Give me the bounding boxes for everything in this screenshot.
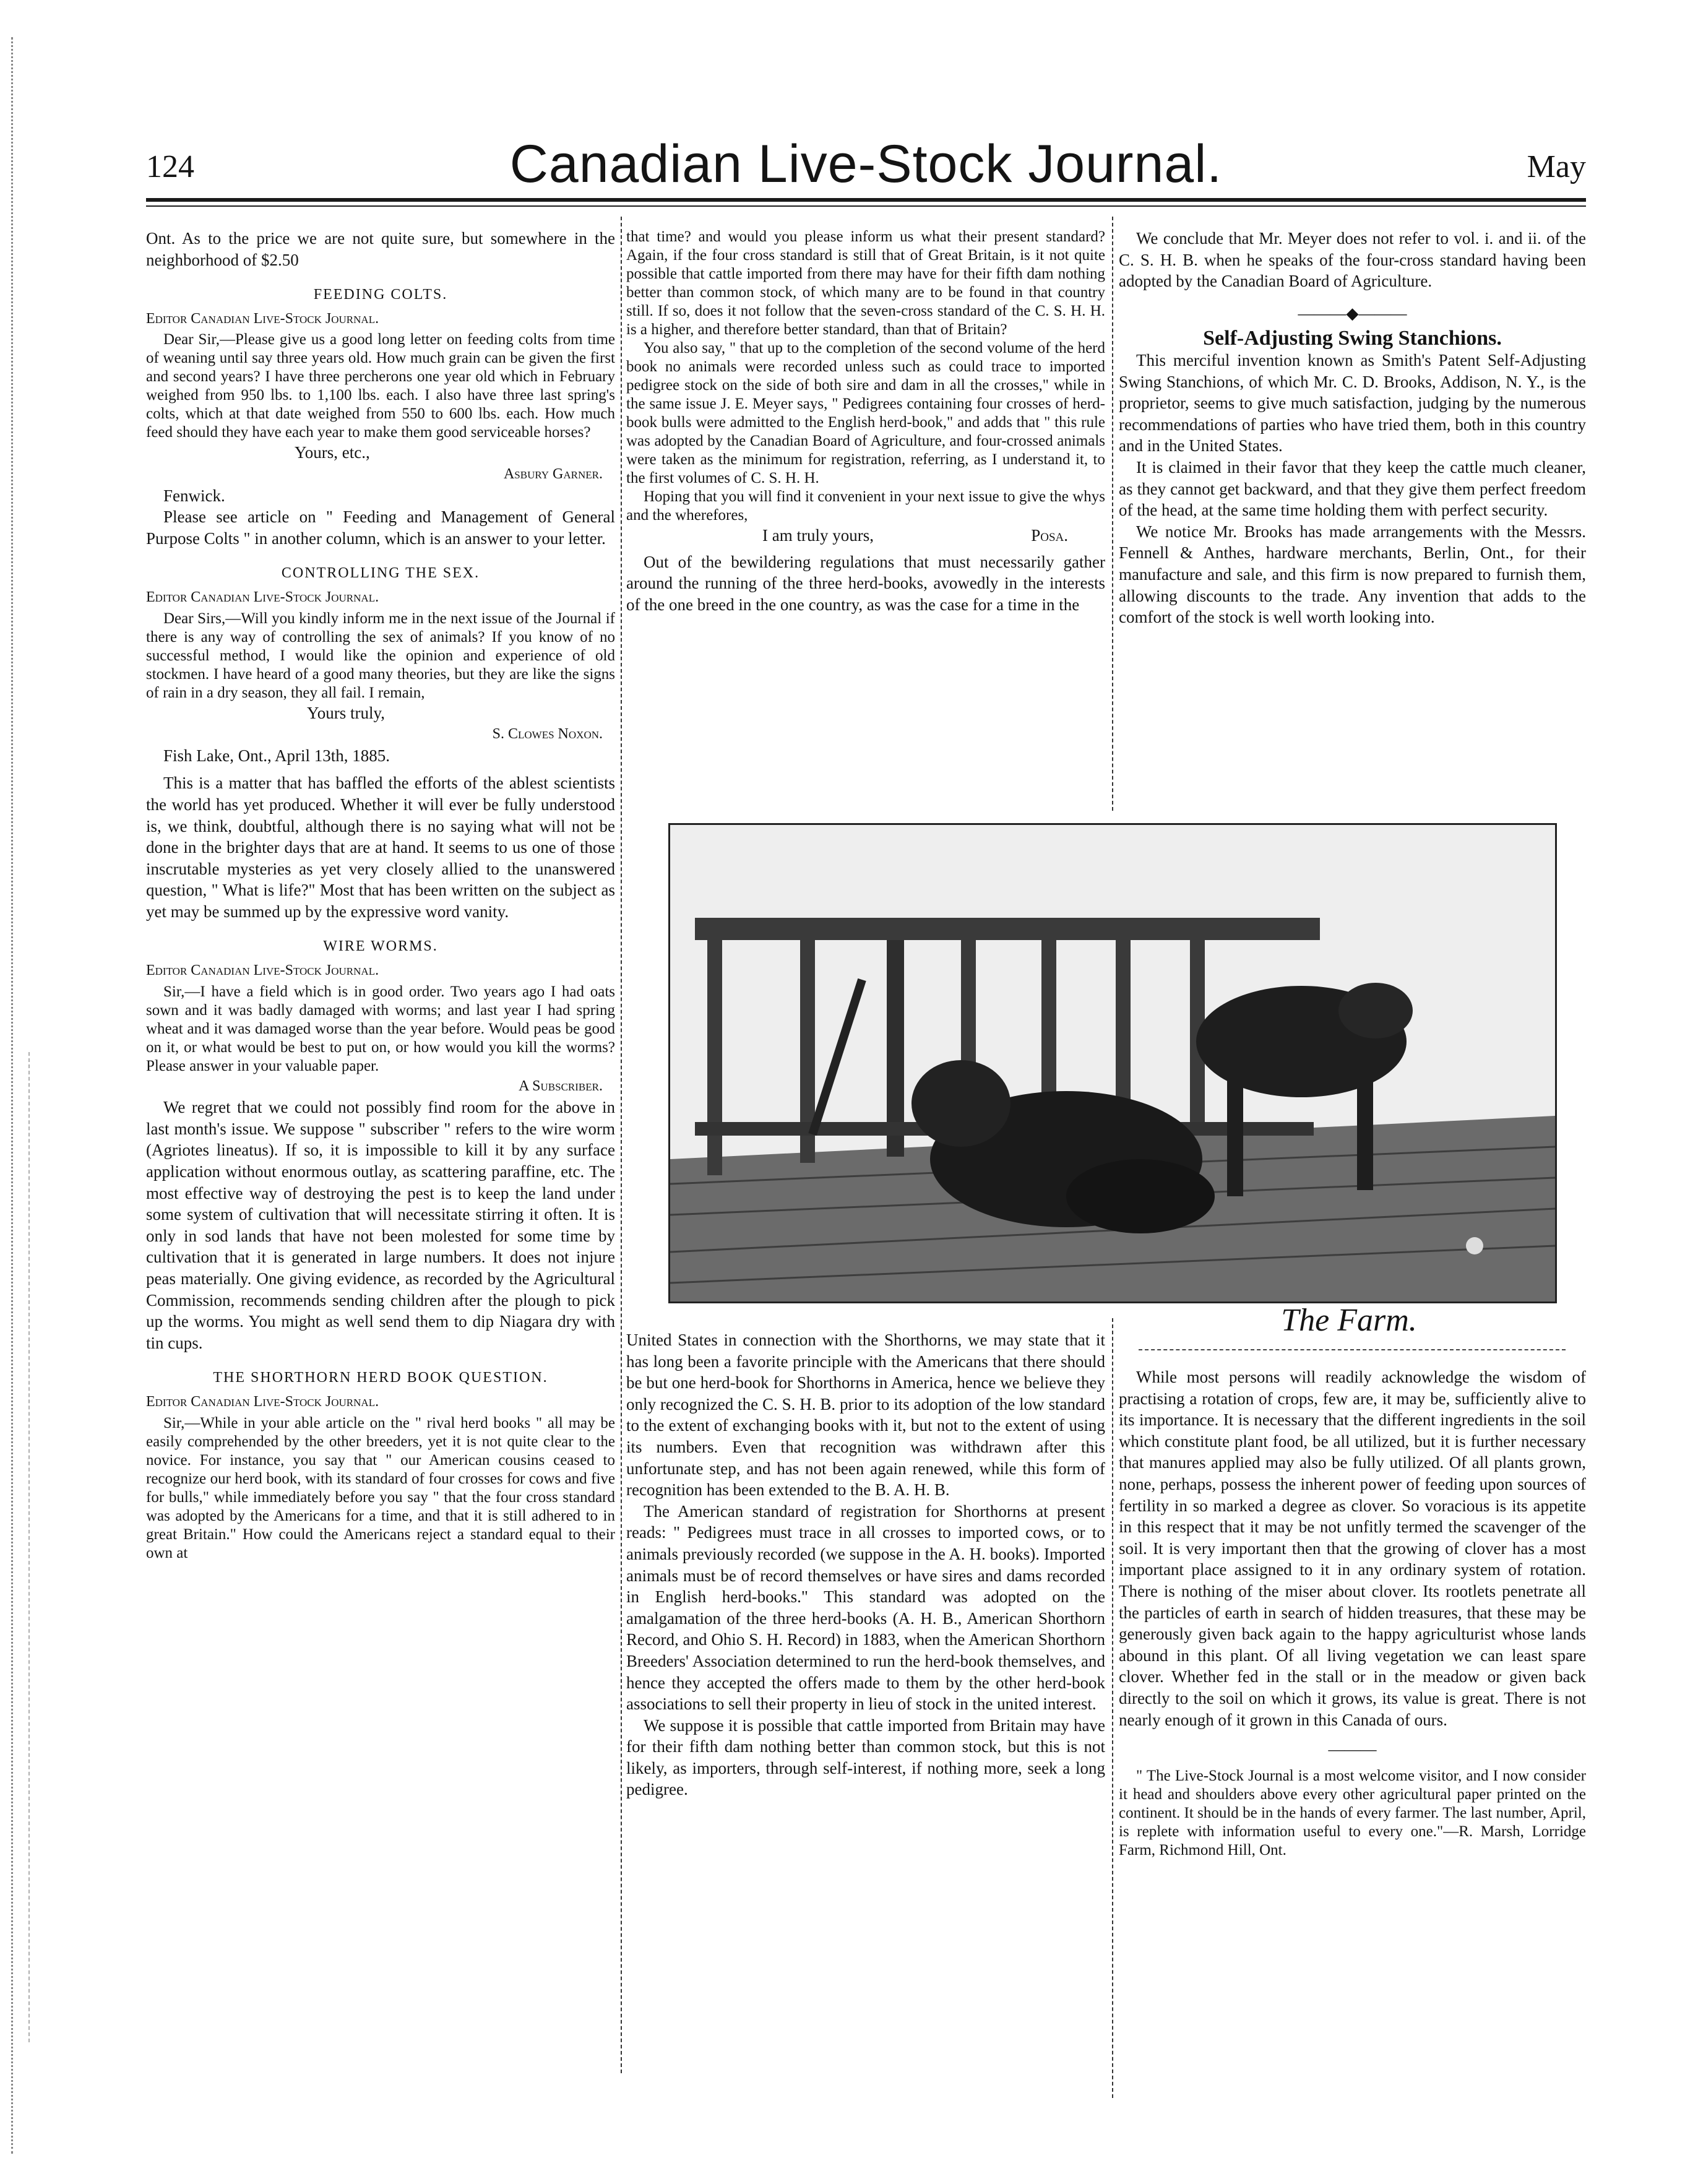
column-divider — [621, 217, 622, 2073]
editor-address: Editor Canadian Live-Stock Journal. — [146, 310, 379, 327]
letter-signature: A Subscriber. — [519, 1077, 603, 1094]
shorthorn-reply-paragraph: The American standard of registration for Shorthorns at present reads: " Pedigrees must trace in all crosses to imported cows, or to animals previously recorded (we suppose in the A. H. books). Imported animals must be of record themselves or have sires and dams recorded in English herd-books." This standard was adopted on the amalgamation of the three herd-books (A. H. B., American Shorthorn Record, and Ohio S. H. Record) in 1883, when the American Shorthorn Breeders' Association determined to run the herd-book themselves, and hence they accepted the offers made to them by the other herd-book associations to sell their property in lieu of stock in the united interest. — [626, 1501, 1105, 1714]
feeding-colts-heading: FEEDING COLTS. — [313, 287, 448, 303]
letter-closing: Yours truly, — [307, 703, 386, 722]
farm-section-title: The Farm. — [1281, 1303, 1417, 1338]
engraving-image — [670, 825, 1555, 1301]
stanchions-paragraph: We notice Mr. Brooks has made arrangements with the Messrs. Fennell & Anthes, hardware merchants, Berlin, Ont., for their manufacture and sale, and this firm is now prepared to furnish them, allowing discounts to the trade. Any invention that adds to the comfort of the stock is well worth looking into. — [1119, 522, 1586, 627]
page-edge-marks-inner — [28, 1052, 32, 2042]
controlling-sex-letter: Dear Sirs,—Will you kindly inform me in the next issue of the Journal if there is any way of controlling the sex of animals? If you know of no successful method, I would like the opinion and experience of old stockmen. I have heard of a good many theories, but they are like the signs of rain in a dry season, they all fail. I remain, — [146, 610, 615, 701]
feeding-colts-letter: Dear Sir,—Please give us a good long letter on feeding colts from time of weaning until say three years old. How much grain can be given the first and second years? I have three percherons one year old which in February weighed from 950 lbs. to 1,100 lbs. each. I also have three last spring's colts, which at that date weighed from 550 to 600 lbs. each. How much feed should they have each year to make them good serviceable horses? — [146, 331, 615, 441]
journal-title: Canadian Live-Stock Journal. — [509, 134, 1223, 194]
column-left — [146, 228, 615, 1563]
column-right-upper — [1119, 228, 1586, 628]
stanchions-paragraph: It is claimed in their favor that they keep the cattle much cleaner, as they cannot get backward, and that they give them perfect freedom of the head, at the same time holding them with perfect security. — [1119, 457, 1586, 520]
column-middle-lower — [626, 1329, 1105, 1800]
shorthorn-reply-continued: United States in connection with the Shorthorns, we may state that it has long been a favorite principle with the Americans that there should be but one herd-book for Shorthorns in America, hence we believe they only recognized the C. S. H. B. prior to its adoption of the low standard to the extent of exchanging books with it, but not to the extent of using its numbers. Even that recognition was withdrawn after this unfortunate step, and has not been again renewed, while this form of recognition has been extended to the B. A. H. B. — [626, 1331, 1105, 1500]
wire-worms-reply: We regret that we could not possibly find room for the above in last month's issue. We suppose " subscriber " refers to the wire worm (Agriotes lineatus). If so, it is impossible to kill it by any surface application without enormous outlay, as scattering paraffine, etc. The most effective way of destroying the pest is to keep the land under some system of cultivation that will necessitate stirring it often. It is only in sod lands that have not been molested for some time by cultivation that it is generated in large numbers. It does not injure peas materially. One giving evidence, as recorded by the Agricultural Commission, recommends sending children after the plough to pick up the worms. You might as well send them to dip Niagara dry with tin cups. — [146, 1098, 615, 1352]
letter-closing: Yours, etc., — [295, 443, 370, 462]
wire-worms-heading: WIRE WORMS. — [323, 938, 438, 955]
intro-paragraph: Ont. As to the price we are not quite sure, but somewhere in the neighborhood of $2.50 — [146, 229, 615, 269]
farm-section-rule — [1139, 1349, 1566, 1350]
page-edge-marks — [11, 37, 16, 2154]
shorthorn-letter: Sir,—While in your able article on the " rival herd books " all may be easily comprehended by the other breeders, yet it is not quite clear to the novice. For instance, you say that " our American cousins ceased to recognize our herd book, with its standard of four crosses for cows and five for bulls," while immediately before you say " that the four cross standard was adopted by the Americans for a time, and that it is still adhered to in great Britain." How could the Americans reject a standard equal to their own at — [146, 1414, 615, 1561]
section-ornament: ———◆——— — [1298, 304, 1407, 322]
feeding-colts-reply: Please see article on " Feeding and Management of General Purpose Colts " in another column, which is an answer to your letter. — [146, 507, 615, 548]
issue-month: May — [1527, 149, 1586, 184]
column-divider — [1112, 1318, 1113, 2098]
letter-place: Fenwick. — [163, 486, 225, 505]
letter-closing: I am truly yours, — [762, 526, 874, 545]
editor-address: Editor Canadian Live-Stock Journal. — [146, 589, 379, 605]
stanchion-illustration — [668, 823, 1557, 1303]
column-divider — [1112, 217, 1113, 811]
shorthorn-letter-continued: that time? and would you please inform us what their present standard? Again, if the four cross standard is still that of Great Britain, is it not quite possible that cattle imported from there may have for their fifth dam nothing better than common stock, of which many are to be found in that country still. If so, does it not follow that the seven-cross standard of the C. S. H. H. is a higher, and therefore better standard, than that of Britain? — [626, 228, 1105, 338]
letter-signoff — [626, 525, 1105, 546]
controlling-sex-heading: CONTROLLING THE SEX. — [281, 565, 480, 582]
editor-address: Editor Canadian Live-Stock Journal. — [146, 962, 379, 979]
shorthorn-letter-paragraph: Hoping that you will find it convenient in your next issue to give the whys and the wherefores, — [626, 488, 1105, 524]
page-number: 124 — [146, 149, 194, 184]
shorthorn-heading: THE SHORTHORN HERD BOOK QUESTION. — [213, 1370, 548, 1386]
farm-paragraph: While most persons will readily acknowledge the wisdom of practising a rotation of crops, few are, it may be, sufficiently alive to its importance. It is necessary that the different ingredients in the soil which constitute plant food, be all utilized, but it is further necessary that manures applied may also be fully utilized. Of all plants grown, none, perhaps, possess the inherent power of feeding upon sources of fertility in so marked a degree as clover. So voracious is its appetite in this respect that it may be not unfitly termed the scavenger of the soil. It is very important then that the growing of clover has a most important place assigned to it in any ordinary system of rotation. There is nothing of the miser about clover. Its rootlets penetrate all the particles of earth in search of hidden treasures, that these may be generously given back again to the happy agriculturist whose lands abound in this plant. Of all living vegetation we can least spare clover. Whether fed in the stall or in the meadow or given back directly to the soil on which it grows, its value is great. There is not nearly enough of it grown in this Canada of ours. — [1119, 1368, 1586, 1729]
editor-address: Editor Canadian Live-Stock Journal. — [146, 1393, 379, 1410]
controlling-sex-reply: This is a matter that has baffled the efforts of the ablest scientists the world has yet produced. Whether it will ever be fully understood is, we think, doubtful, although there is no saying what will not be done in the brighter days that are at hand. It seems to us one of those inscrutable mysteries as yet very closely allied to the unanswered question, " What is life?" Most that has been written on the subject as yet may be summed up by the expressive word vanity. — [146, 774, 615, 921]
letter-signature: S. Clowes Noxon. — [492, 726, 603, 743]
letter-place-date: Fish Lake, Ont., April 13th, 1885. — [163, 746, 390, 765]
column-right-lower — [1119, 1366, 1586, 1860]
masthead-rule — [146, 198, 1586, 202]
letter-signature: Posa. — [1031, 526, 1068, 545]
shorthorn-reply-paragraph: We suppose it is possible that cattle imported from Britain may have for their fifth dam nothing better than common stock, but this is not likely, as importers, through self-interest, if nothing more, seek a long pedigree. — [626, 1716, 1105, 1799]
column-middle-upper — [626, 228, 1105, 615]
letter-signature: Asbury Garner. — [503, 465, 603, 482]
shorthorn-letter-paragraph: You also say, " that up to the completion of the second volume of the herd book no animals were recorded unless such as could trace to imported pedigree stock on the side of both sire and dam in all the crosses," while in the same issue J. E. Meyer says, " Pedigrees containing four crosses of herd-book bulls were admitted to the English herd-book," and adds that " this rule was adopted by the Canadian Board of Agriculture, and four-crossed animals were taken as the minimum for registration, referring, as I understand it, to the first volumes of C. S. H. H. — [626, 340, 1105, 486]
testimonial-paragraph: " The Live-Stock Journal is a most welcome visitor, and I now consider it head and shoulders above every other agricultural paper printed on the continent. It should be in the hands of every farmer. The last number, April, is replete with information useful to every one."—R. Marsh, Lorridge Farm, Richmond Hill, Ont. — [1119, 1767, 1586, 1858]
masthead-rule-thin — [146, 205, 1586, 207]
masthead — [146, 134, 1586, 194]
stanchions-headline: Self-Adjusting Swing Stanchions. — [1203, 327, 1502, 350]
wire-worms-letter: Sir,—I have a field which is in good order. Two years ago I had oats sown and it was badly damaged with worms; and last year I had spring wheat and it was damaged worse than the year before. Would peas be good on it, or what would be best to put on, or how would you kill the worms? Please answer in your valuable paper. — [146, 983, 615, 1074]
section-divider: ——— — [1328, 1740, 1377, 1759]
shorthorn-reply: Out of the bewildering regulations that must necessarily gather around the running of the three herd-books, avowedly in the interests of the one breed in the one country, as was the case for a time in the — [626, 552, 1105, 614]
shorthorn-reply-conclusion: We conclude that Mr. Meyer does not refer to vol. i. and ii. of the C. S. H. B. when he speaks of the four-cross standard having been adopted by the Canadian Board of Agriculture. — [1119, 229, 1586, 291]
stanchions-paragraph: This merciful invention known as Smith's Patent Self-Adjusting Swing Stanchions, of which Mr. C. D. Brooks, Addison, N. Y., is the proprietor, seems to give much satisfaction, judging by the numerous recommendations of parties who have tried them, both in this country and in the United States. — [1119, 350, 1586, 455]
